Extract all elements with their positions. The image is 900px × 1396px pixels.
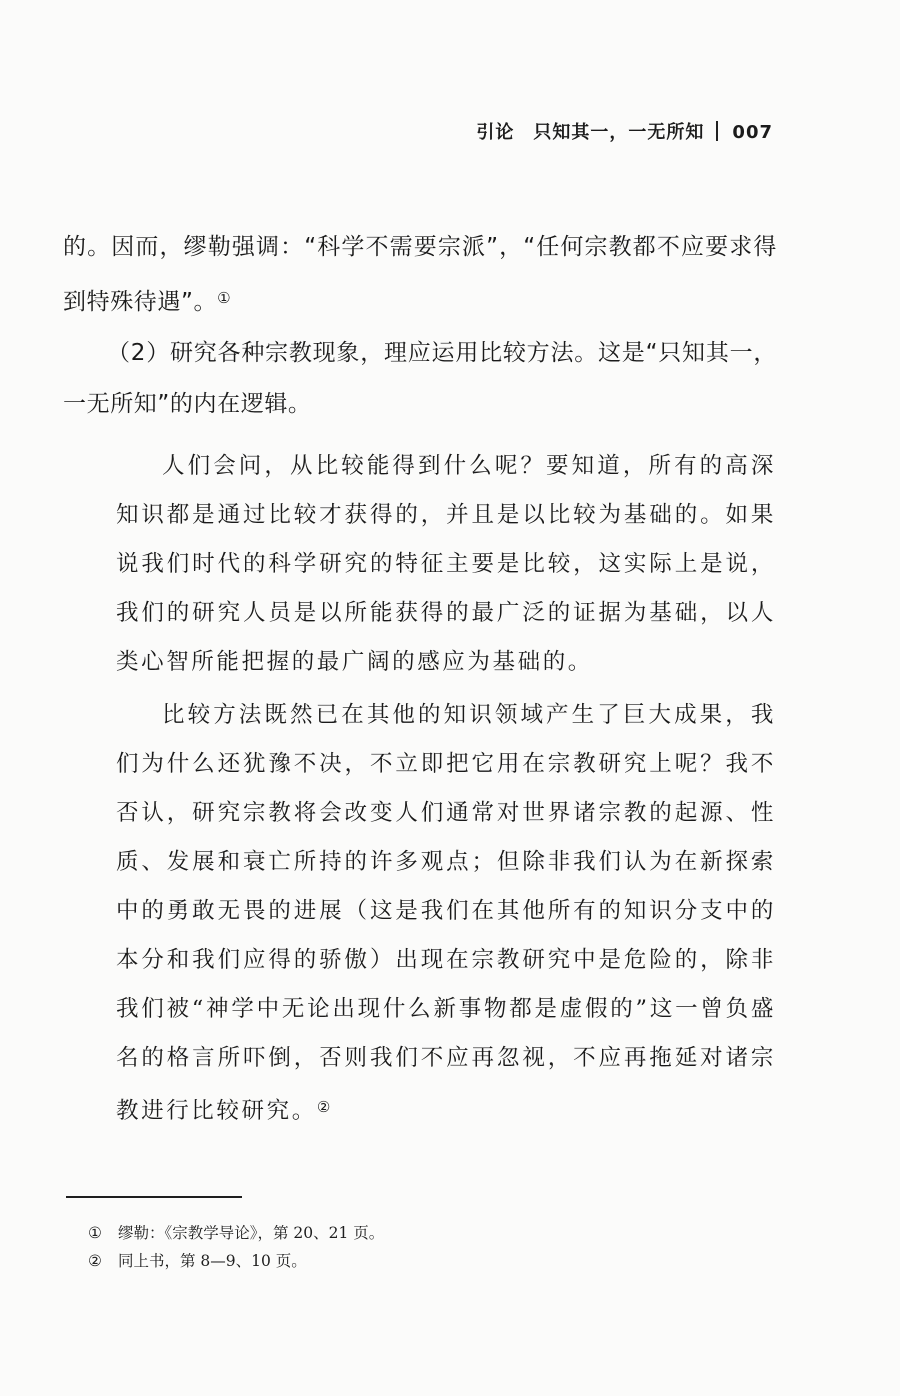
main-text (63, 222, 777, 430)
footnote-ref-1: ① (217, 289, 231, 307)
footnote-1 (88, 1219, 384, 1247)
running-head (476, 118, 773, 144)
quote-paragraph-2-text: 比较方法既然已在其他的知识领域产生了巨大成果，我们为什么还犹豫不决，不立即把它用在宗教研究上呢？我不否认，研究宗教将会改变人们通常对世界诸宗教的起源、性质、发展和衰亡所持的许多观点；但除非我们认为在新探索中的勇敢无畏的进展（这是我们在其他所有的知识分支中的本分和我们应得的骄傲）出现在宗教研究中是危险的，除非我们被“神学中无论出现什么新事物都是虚假的”这一曾负盛名的格言所吓倒，否则我们不应再忽视，不应再拖延对诸宗教进行比较研究。 (116, 702, 776, 1124)
footnote-text: 缪勒：《宗教学导论》，第 20、21 页。 (118, 1224, 385, 1242)
footnote-2 (88, 1247, 384, 1275)
running-head-title: 引论 只知其一，一无所知 (476, 122, 705, 143)
quote-paragraph-2 (116, 691, 776, 1136)
running-head-divider (716, 121, 718, 141)
footnote-mark: ② (88, 1252, 102, 1270)
paragraph-continuation (63, 222, 777, 328)
footnotes (88, 1219, 384, 1275)
paragraph-1-text: 的。因而，缪勒强调：“科学不需要宗派”，“任何宗教都不应要求得到特殊待遇”。 (63, 234, 777, 315)
paragraph-2: （2）研究各种宗教现象，理应运用比较方法。这是“只知其一，一无所知”的内在逻辑。 (63, 340, 777, 417)
page-number: 007 (732, 122, 773, 143)
footnote-mark: ① (88, 1224, 102, 1242)
footnote-divider (66, 1196, 242, 1198)
block-quote (116, 442, 776, 1136)
footnote-text: 同上书，第 8—9、10 页。 (118, 1252, 307, 1270)
footnote-ref-2: ② (316, 1098, 331, 1116)
quote-paragraph-1: 人们会问，从比较能得到什么呢？要知道，所有的高深知识都是通过比较才获得的，并且是以比较为基础的。如果说我们时代的科学研究的特征主要是比较，这实际上是说，我们的研究人员是以所能获得的最广泛的证据为基础，以人类心智所能把握的最广阔的感应为基础的。 (116, 453, 776, 675)
